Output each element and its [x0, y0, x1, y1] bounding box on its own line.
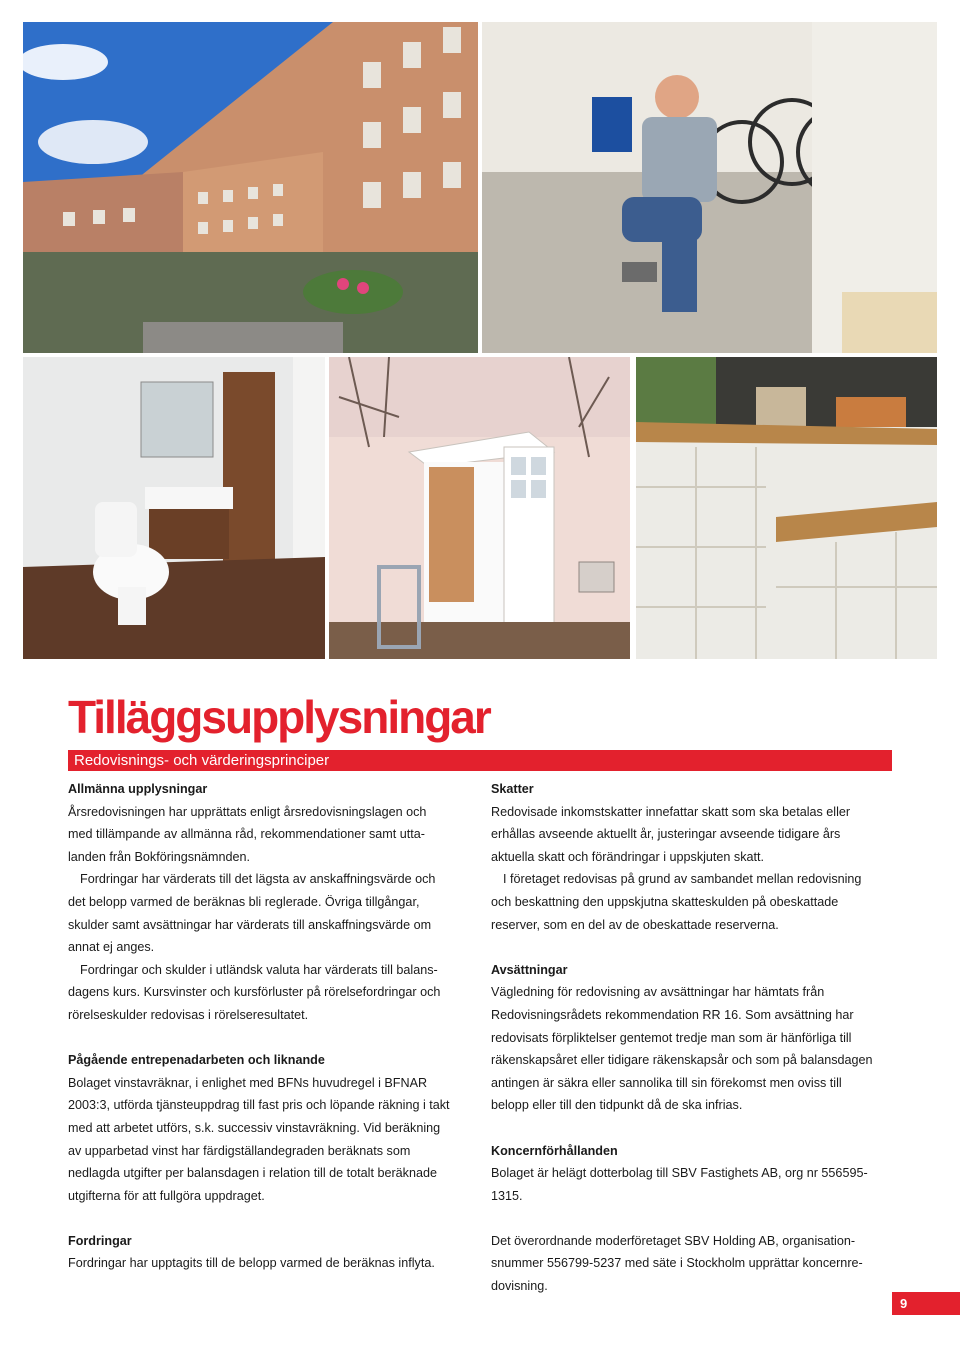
- text-line: Bolaget vinstavräknar, i enlighet med BFNs huvudregel i BFNAR: [68, 1075, 428, 1090]
- text-line: skulder samt avsättningar har värderats till anskaffningsvärde om: [68, 917, 432, 932]
- doorway-image: [329, 357, 630, 659]
- text-line: landen från Bokföringsnämnden.: [68, 849, 251, 864]
- text-line: Vägledning för redovisning av avsättningar har hämtats från: [491, 985, 825, 1000]
- text-line: dovisning.: [491, 1279, 548, 1294]
- text-line: nedlagda utgifter per balansdagen i relation till de totalt beräknade: [68, 1166, 437, 1181]
- text-line: rörelseskulder redovisas i rörelseresultatet.: [68, 1007, 309, 1022]
- text-line: Bolaget är helägt dotterbolag till SBV Fastighets AB, org nr 556595-1315.: [491, 1166, 868, 1203]
- section-bar: Redovisnings- och värderingsprinciper: [68, 750, 892, 771]
- heading-fordringar: Fordringar: [68, 1233, 132, 1248]
- text-line: Redovisningsrådets rekommendation RR 16. Som avsättning har: [491, 1007, 854, 1022]
- right-column: [491, 778, 891, 1298]
- photo-counter: [636, 357, 937, 659]
- text-line: med att arbetet utförs, s.k. successiv vinstavräkning. Vid beräkning: [68, 1120, 441, 1135]
- text-line: Fordringar har värderats till det lägsta av anskaffningsvärde och: [80, 872, 436, 887]
- text-line: redovisats förpliktelser gentemot tredje man som är hänförliga till: [491, 1030, 852, 1045]
- text-line: 2003:3, utförda tjänsteuppdrag till fast pris och löpande räkning i takt: [68, 1098, 450, 1113]
- left-column: [68, 778, 468, 1275]
- bathroom-image: [23, 357, 325, 659]
- heading-koncern: Koncernförhållanden: [491, 1143, 618, 1158]
- worker-image: [482, 22, 937, 353]
- page-number: 9: [892, 1292, 960, 1315]
- heading-skatter: Skatter: [491, 782, 534, 796]
- text-line: det belopp varmed de beräknas bli reglerade. Övriga tillgångar,: [68, 894, 420, 909]
- text-line: dagens kurs. Kursvinster och kursförluster på rörelsefordringar och: [68, 985, 441, 1000]
- text-line: Det överordnande moderföretaget SBV Holding AB, organisation-: [491, 1233, 856, 1248]
- photo-building: [23, 22, 478, 353]
- text-line: Fordringar har upptagits till de belopp varmed de beräknas inflyta.: [68, 1256, 435, 1271]
- photo-worker: [482, 22, 937, 353]
- heading-pagaende: Pågående entrepenadarbeten och liknande: [68, 1053, 325, 1068]
- text-line: I företaget redovisas på grund av sambandet mellan redovisning: [503, 872, 862, 887]
- text-line: med tillämpande av allmänna råd, rekommendationer samt utta-: [68, 827, 425, 842]
- text-line: annat ej anges.: [68, 940, 155, 955]
- text-line: Årsredovisningen har upprättats enligt årsredovisningslagen och: [68, 804, 427, 819]
- building-image: [23, 22, 478, 353]
- text-line: räkenskapsåret eller tidigare räkenskapsår och som på balansdagen: [491, 1053, 873, 1068]
- text-line: utgifterna för att fullgöra uppdraget.: [68, 1188, 265, 1203]
- text-line: Redovisade inkomstskatter innefattar skatt som ska betalas eller: [491, 804, 851, 819]
- text-line: reserver, som en del av de obeskattade reserverna.: [491, 917, 779, 932]
- heading-avsattningar: Avsättningar: [491, 962, 568, 977]
- text-line: snummer 556799-5237 med säte i Stockholm upprättar koncernre-: [491, 1256, 863, 1271]
- counter-image: [636, 357, 937, 659]
- photo-bathroom: [23, 357, 325, 659]
- text-line: erhållas avseende aktuellt år, justeringar avseende tidigare års: [491, 827, 841, 842]
- text-line: antingen är säkra eller sannolika till sin förekomst men oviss till: [491, 1075, 842, 1090]
- photo-doorway: [329, 357, 630, 659]
- heading-allmanna: Allmänna upplysningar: [68, 782, 208, 796]
- text-line: av upparbetad vinst har färdigställandegraden beräknats som: [68, 1143, 411, 1158]
- page-title: Tilläggsupplysningar: [68, 691, 490, 743]
- text-line: Fordringar och skulder i utländsk valuta har värderats till balans-: [80, 962, 438, 977]
- text-line: belopp eller till den tidpunkt då de ska infrias.: [491, 1098, 743, 1113]
- text-line: aktuella skatt och förändringar i uppskjuten skatt.: [491, 849, 765, 864]
- text-line: och beskattning den uppskjutna skatteskulden på obeskattade: [491, 894, 839, 909]
